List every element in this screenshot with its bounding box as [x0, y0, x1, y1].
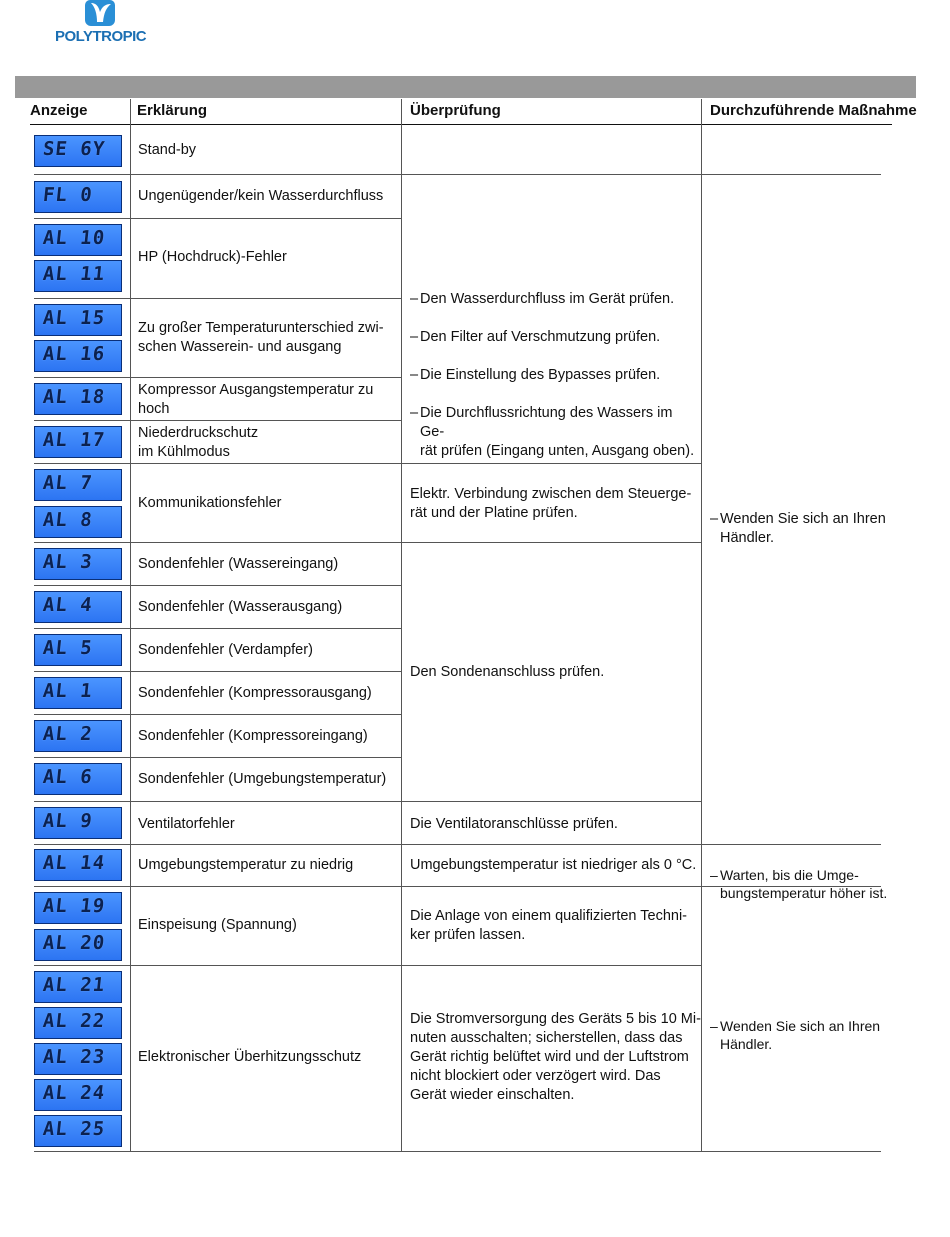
column-divider: [701, 99, 702, 1151]
row-divider: [34, 757, 401, 758]
check-cell: Die Stromversorgung des Geräts 5 bis 10 Mi- nuten ausschalten; sicherstellen, dass das Gerät richtig belüftet wird und der Luftstrom nicht blockiert oder verzögert wird. Das Gerät wieder einschalten.: [410, 1011, 701, 1103]
column-header-massnahme: Durchzuführende Maßnahme: [710, 102, 917, 119]
explanation-cell: Kompressor Ausgangstemperatur zu hoch: [138, 382, 374, 417]
lcd-display: [34, 1115, 122, 1147]
row-divider: [34, 844, 881, 845]
explanation-cell: Sondenfehler (Umgebungstemperatur): [138, 771, 387, 787]
explanation-cell: Sondenfehler (Wassereingang): [138, 556, 339, 572]
lcd-code: AL 8: [41, 509, 94, 531]
lcd-display: [34, 224, 122, 256]
lcd-display: [34, 763, 122, 795]
column-divider: [130, 99, 131, 1151]
row-divider: [34, 965, 701, 966]
lcd-display: [34, 426, 122, 458]
lcd-code: AL 5: [41, 637, 94, 659]
explanation-cell: Kommunikationsfehler: [138, 495, 282, 511]
header-rule: [30, 124, 892, 125]
lcd-code: AL 1: [41, 680, 94, 702]
explanation-cell: Ventilatorfehler: [138, 816, 235, 832]
explanation-cell: Niederdruckschutz im Kühlmodus: [138, 425, 259, 460]
lcd-display: [34, 383, 122, 415]
check-cell: Den Sondenanschluss prüfen.: [410, 664, 605, 680]
check-item: – Den Filter auf Verschmutzung prüfen.: [410, 328, 700, 347]
lcd-display: [34, 1043, 122, 1075]
row-divider: [34, 671, 401, 672]
check-item: – Den Wasserdurchfluss im Gerät prüfen.: [410, 290, 700, 309]
row-divider: [34, 585, 401, 586]
explanation-cell: Sondenfehler (Kompressoreingang): [138, 728, 368, 744]
lcd-code: AL 22: [41, 1010, 107, 1032]
polytropic-logo: [55, 0, 155, 48]
explanation-cell: Elektronischer Überhitzungsschutz: [138, 1049, 362, 1065]
lcd-code: AL 10: [41, 227, 107, 249]
header-bar: [15, 76, 916, 98]
row-divider: [34, 801, 701, 802]
lcd-code: AL 18: [41, 386, 107, 408]
check-item: – Die Einstellung des Bypasses prüfen.: [410, 366, 700, 385]
lcd-code: AL 6: [41, 766, 94, 788]
lcd-code: SE 6Y: [41, 138, 107, 160]
lcd-display: [34, 1007, 122, 1039]
lcd-code: AL 25: [41, 1118, 107, 1140]
measure-cell: [710, 999, 880, 1071]
explanation-cell: Zu großer Temperaturunterschied zwi- schen Wasserein- und ausgang: [138, 320, 384, 355]
lcd-display: [34, 135, 122, 167]
measure-item: – Warten, bis die Umge- bungstemperatur höher ist.: [710, 866, 887, 902]
column-divider: [401, 99, 402, 1151]
lcd-code: AL 20: [41, 932, 107, 954]
logo-text: POLYTROPIC: [55, 28, 147, 45]
lcd-display: [34, 971, 122, 1003]
lcd-code: AL 2: [41, 723, 94, 745]
lcd-code: AL 23: [41, 1046, 107, 1068]
lcd-code: AL 21: [41, 974, 107, 996]
lcd-code: AL 24: [41, 1082, 107, 1104]
row-divider: [34, 628, 401, 629]
lcd-code: AL 17: [41, 429, 107, 451]
explanation-cell: HP (Hochdruck)-Fehler: [138, 249, 287, 265]
lcd-code: AL 9: [41, 810, 94, 832]
logo-bird-icon: [85, 0, 115, 26]
explanation-cell: Sondenfehler (Wasserausgang): [138, 599, 343, 615]
lcd-display: [34, 849, 122, 881]
lcd-display: [34, 469, 122, 501]
lcd-display: [34, 634, 122, 666]
explanation-cell: Ungenügender/kein Wasserdurchfluss: [138, 188, 384, 204]
column-header-anzeige: Anzeige: [30, 102, 88, 119]
row-divider: [34, 298, 401, 299]
lcd-display: [34, 340, 122, 372]
explanation-cell: Stand-by: [138, 142, 197, 158]
measure-cell: [710, 491, 886, 567]
table-bottom-rule: [34, 1151, 881, 1152]
row-divider: [34, 174, 881, 175]
lcd-display: [34, 807, 122, 839]
lcd-display: [34, 892, 122, 924]
row-divider: [34, 542, 701, 543]
lcd-display: [34, 181, 122, 213]
row-divider: [34, 377, 401, 378]
column-header-erklaerung: Erklärung: [137, 102, 208, 119]
explanation-cell: Sondenfehler (Verdampfer): [138, 642, 313, 658]
check-cell: Elektr. Verbindung zwischen dem Steuerge- rät und der Platine prüfen.: [410, 486, 692, 521]
lcd-display: [34, 1079, 122, 1111]
lcd-code: AL 15: [41, 307, 107, 329]
explanation-cell: Sondenfehler (Kompressorausgang): [138, 685, 372, 701]
explanation-cell: Einspeisung (Spannung): [138, 917, 297, 933]
lcd-display: [34, 260, 122, 292]
lcd-code: AL 11: [41, 263, 107, 285]
check-item: – Die Durchflussrichtung des Wassers im Ge- rät prüfen (Eingang unten, Ausgang oben).: [410, 404, 700, 461]
column-header-ueberpruefung: Überprüfung: [410, 102, 501, 119]
row-divider: [34, 714, 401, 715]
lcd-code: FL 0: [41, 184, 94, 206]
lcd-display: [34, 929, 122, 961]
check-cell: Die Ventilatoranschlüsse prüfen.: [410, 816, 618, 832]
measure-cell: [710, 848, 887, 920]
lcd-code: AL 19: [41, 895, 107, 917]
row-divider: [34, 218, 401, 219]
check-cell: Die Anlage von einem qualifizierten Techni- ker prüfen lassen.: [410, 908, 688, 943]
lcd-display: [34, 548, 122, 580]
explanation-cell: Umgebungstemperatur zu niedrig: [138, 857, 354, 873]
measure-item: – Wenden Sie sich an Ihren Händler.: [710, 1017, 880, 1053]
lcd-display: [34, 591, 122, 623]
lcd-display: [34, 506, 122, 538]
lcd-code: AL 16: [41, 343, 107, 365]
check-cell: Umgebungstemperatur ist niedriger als 0 °C.: [410, 857, 697, 873]
check-list-water: [410, 271, 700, 480]
measure-item: – Wenden Sie sich an Ihren Händler.: [710, 510, 886, 548]
lcd-code: AL 4: [41, 594, 94, 616]
lcd-code: AL 3: [41, 551, 94, 573]
lcd-display: [34, 720, 122, 752]
lcd-display: [34, 677, 122, 709]
row-divider: [34, 420, 401, 421]
lcd-display: [34, 304, 122, 336]
lcd-code: AL 7: [41, 472, 94, 494]
lcd-code: AL 14: [41, 852, 107, 874]
